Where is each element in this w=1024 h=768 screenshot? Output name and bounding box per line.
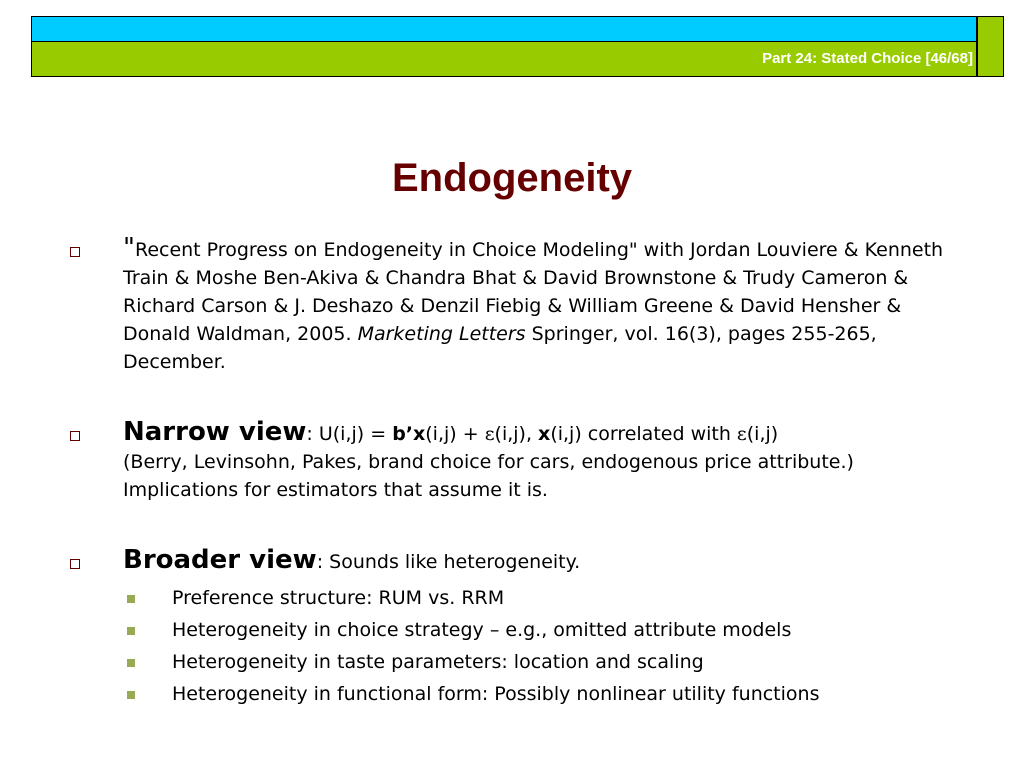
narrow-view-line2: (Berry, Levinsohn, Pakes, brand choice for cars, endogenous price attribute.) [123, 451, 854, 473]
narrow-view-line1 [123, 418, 983, 448]
citation-text: Recent Progress on Endogeneity in Choice Modeling" with Jordan Louviere & Kenneth Train & Moshe Ben-Akiva & Chandra Bhat & David Brownstone & Trudy Cameron & Richard Carson & J. Deshazo & Denzil Fiebig & William Greene & David Hensher & Donald Waldman, 2005. [123, 239, 944, 345]
hollow-square-bullet-icon [70, 247, 80, 257]
bullet-narrow-view [123, 418, 983, 504]
equation-prefix: U(i,j) = [312, 423, 393, 445]
citation-tail: Springer, vol. 16(3), pages 255-265, December. [123, 323, 877, 373]
sub-item: Heterogeneity in taste parameters: location and scaling [172, 651, 704, 673]
equation-end: (i,j) [746, 423, 779, 445]
equation-mid: (i,j) + [425, 423, 485, 445]
part-label: Part 24: Stated Choice [46/68] [762, 50, 973, 67]
broader-view-heading: Broader view [123, 545, 317, 575]
header-band-green [31, 42, 977, 77]
epsilon-symbol: ε [484, 423, 495, 445]
colon: : [316, 551, 324, 573]
colon: : [306, 423, 313, 445]
slide-title: Endogeneity [391, 156, 633, 200]
open-quote: " [123, 233, 135, 263]
bullet-citation [123, 234, 968, 376]
sub-item: Heterogeneity in functional form: Possibly nonlinear utility functions [172, 683, 820, 705]
solid-square-bullet-icon [127, 627, 135, 635]
equation-tail: (i,j) correlated with [550, 423, 737, 445]
sub-item: Preference structure: RUM vs. RRM [172, 587, 505, 609]
bx-symbol: b’x [392, 423, 426, 445]
narrow-view-line3: Implications for estimators that assume it is. [123, 479, 548, 501]
solid-square-bullet-icon [127, 595, 135, 603]
narrow-view-heading: Narrow view [123, 417, 307, 447]
solid-square-bullet-icon [127, 659, 135, 667]
broader-view-text: Sounds like heterogeneity. [323, 551, 581, 573]
sub-item: Heterogeneity in choice strategy – e.g., omitted attribute models [172, 619, 792, 641]
x-symbol: x [538, 423, 551, 445]
hollow-square-bullet-icon [70, 559, 80, 569]
equation-mid2: (i,j), [494, 423, 539, 445]
epsilon-symbol: ε [736, 423, 747, 445]
solid-square-bullet-icon [127, 691, 135, 699]
header-corner-square-top [977, 16, 1004, 43]
header-band-cyan [31, 16, 977, 42]
header-corner-square-bottom [977, 42, 1004, 77]
bullet-broader-view [123, 546, 983, 576]
journal-name: Marketing Letters [357, 323, 526, 345]
hollow-square-bullet-icon [70, 431, 80, 441]
